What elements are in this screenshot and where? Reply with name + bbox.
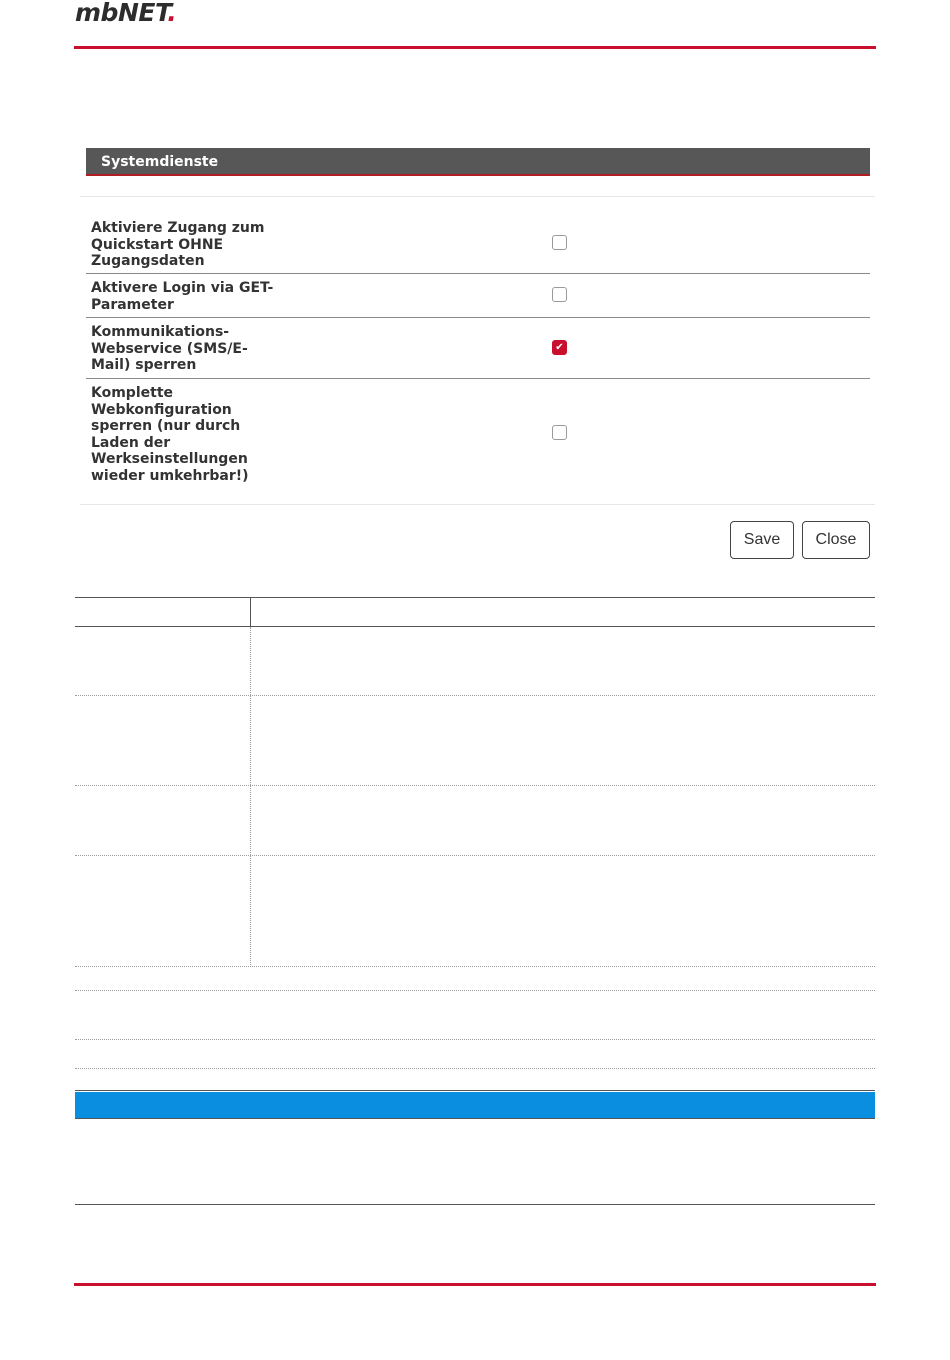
- table-row: [75, 785, 875, 786]
- setting-label-webconfig-lock: Komplette Webkonfiguration sperren (nur durch Laden der Werkseinstellungen wieder umkehrbar!): [91, 385, 249, 484]
- table-row: [75, 966, 875, 967]
- panel-bottom-border: [80, 504, 875, 505]
- setting-label-quickstart: Aktiviere Zugang zum Quickstart OHNE Zugangsdaten: [91, 220, 265, 269]
- mbnet-logo: [75, 0, 176, 26]
- blue-section-bottom: [75, 1118, 875, 1119]
- logo-text: mbNET: [75, 0, 168, 27]
- checkbox-webconfig-lock[interactable]: [552, 425, 567, 440]
- section-divider: [75, 1204, 875, 1205]
- info-bar: [75, 1092, 875, 1118]
- blue-section-top: [75, 1090, 875, 1091]
- table-row: [75, 1039, 875, 1040]
- logo-dot: .: [167, 0, 177, 27]
- close-button[interactable]: Close: [802, 521, 870, 559]
- row-divider: [86, 378, 870, 379]
- row-divider: [86, 317, 870, 318]
- table-row: [75, 1068, 875, 1069]
- header-divider: [74, 46, 876, 49]
- footer-divider: [74, 1283, 876, 1286]
- checkmark-icon: ✔: [555, 342, 564, 353]
- table-top-border: [75, 597, 875, 598]
- row-divider: [86, 273, 870, 274]
- table-row: [75, 695, 875, 696]
- setting-label-get-login: Aktivere Login via GET-Parameter: [91, 280, 274, 313]
- checkbox-webservice-lock[interactable]: [552, 340, 567, 355]
- table-header-divider: [250, 597, 251, 627]
- save-button[interactable]: Save: [730, 521, 794, 559]
- table-row: [75, 855, 875, 856]
- panel-top-border: [80, 196, 875, 197]
- table-column-divider: [250, 627, 251, 967]
- table-header-bottom: [75, 626, 875, 627]
- checkbox-quickstart[interactable]: [552, 235, 567, 250]
- setting-label-webservice-lock: Kommunikations-Webservice (SMS/E-Mail) sperren: [91, 324, 248, 373]
- checkbox-get-login[interactable]: [552, 287, 567, 302]
- table-row: [75, 990, 875, 991]
- panel-title: Systemdienste: [86, 148, 870, 176]
